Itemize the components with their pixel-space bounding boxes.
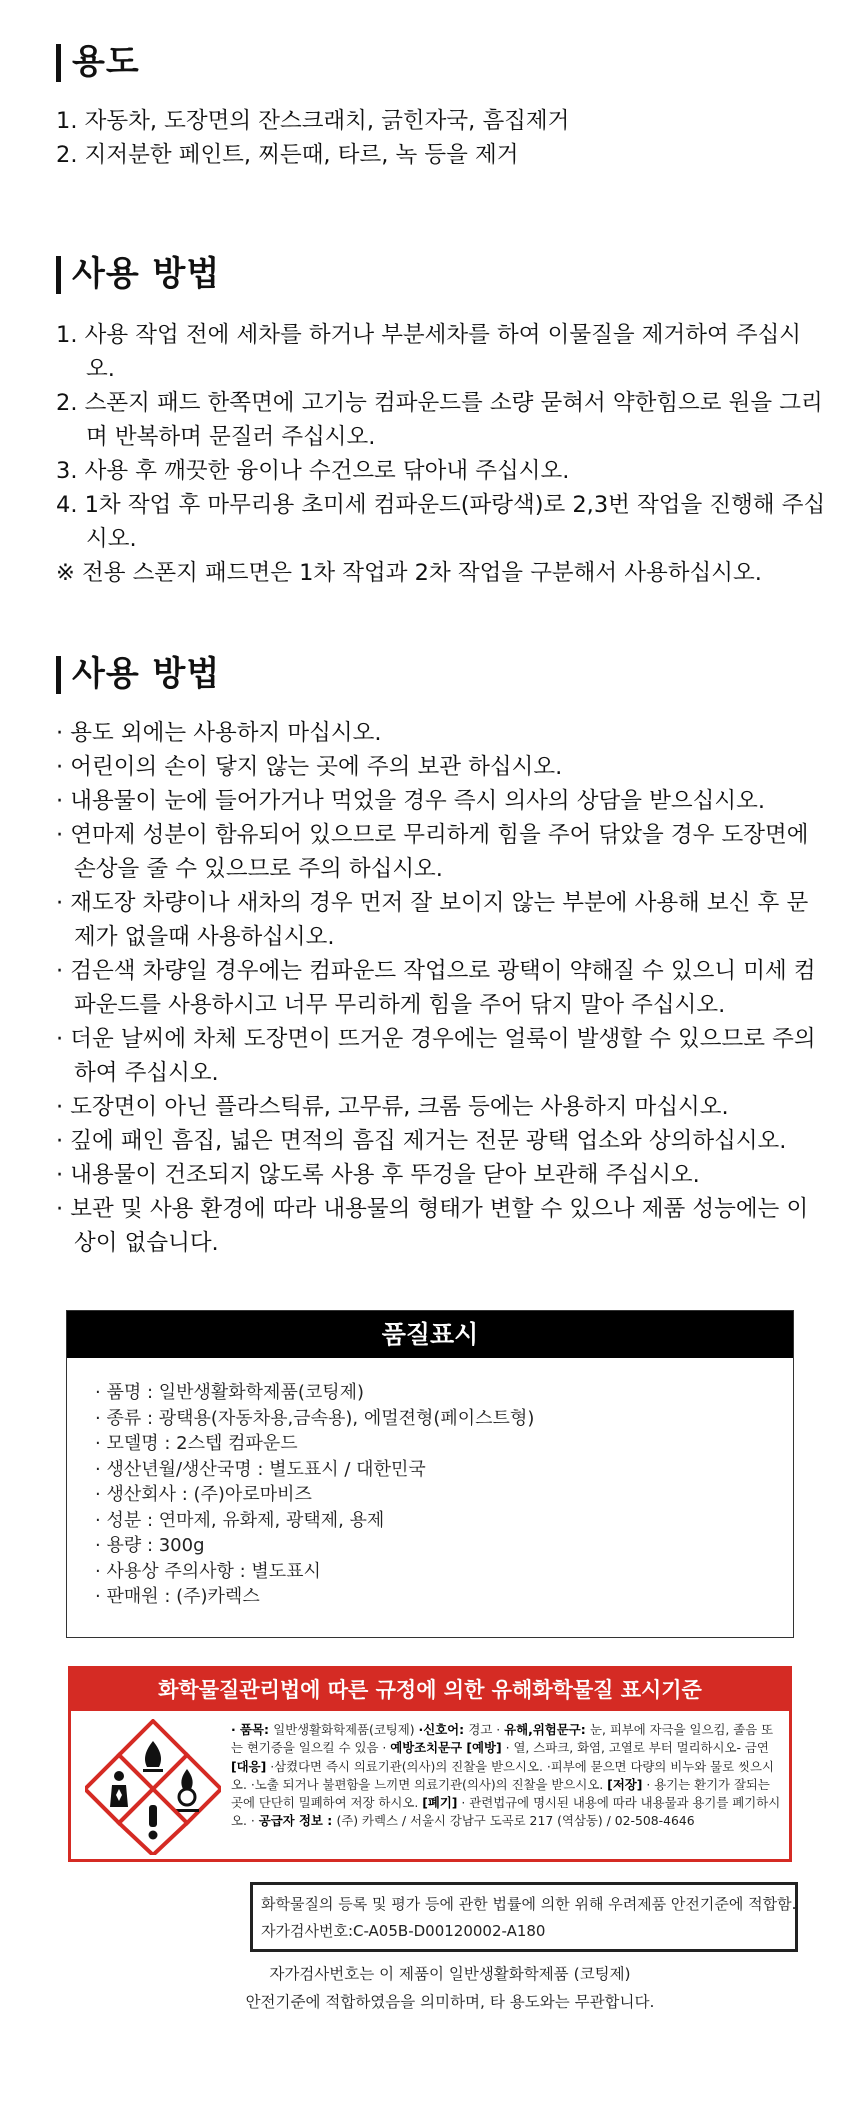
hazard-label: · 품목: xyxy=(231,1722,274,1737)
caution-heading: 사용 방법 xyxy=(56,652,826,696)
hazard-value: 일반생활화학제품(코팅제) xyxy=(273,1722,419,1737)
list-item: · 생산회사 : (주)아로마비즈 xyxy=(95,1484,312,1505)
list-item: 4. 1차 작업 후 마무리용 초미세 컴파운드(파랑색)로 2,3번 작업을 진행해 주십시오. xyxy=(56,492,826,552)
list-item: 2. 지저분한 페인트, 찌든때, 타르, 녹 등을 제거 xyxy=(56,142,519,168)
certification-box xyxy=(250,1882,798,1952)
method-section xyxy=(56,252,826,590)
list-item: · 내용물이 건조되지 않도록 사용 후 뚜겅을 닫아 보관해 주십시오. xyxy=(56,1162,700,1188)
list-item: 1. 자동차, 도장면의 잔스크래치, 긁힌자국, 흠집제거 xyxy=(56,108,570,134)
hazard-value: · 용기는 환기가 잘되는 곳에 단단히 밀폐하여 저장 하시오. xyxy=(231,1776,770,1811)
hazard-label: [폐기] xyxy=(422,1795,458,1811)
method-list xyxy=(56,318,826,556)
hazard-box xyxy=(68,1666,792,1862)
list-item: · 도장면이 아닌 플라스틱류, 고무류, 크롬 등에는 사용하지 마십시오. xyxy=(56,1094,729,1120)
quality-title: 품질표시 xyxy=(67,1311,793,1358)
list-item: · 연마제 성분이 함유되어 있으므로 무리하게 힘을 주어 닦았을 경우 도장면에 손상을 줄 수 있으므로 주의 하십시오. xyxy=(56,822,809,882)
hazard-text xyxy=(231,1721,781,1831)
hazard-value: 경고 · xyxy=(468,1722,505,1737)
list-item: · 더운 날씨에 차체 도장면이 뜨거운 경우에는 얼룩이 발생할 수 있으므로 주의하여 주십시오. xyxy=(56,1026,816,1086)
caution-section xyxy=(56,652,826,1260)
list-item: · 성분 : 연마제, 유화제, 광택제, 용제 xyxy=(95,1509,385,1531)
list-item: · 깊에 패인 흠집, 넓은 면적의 흠집 제거는 전문 광택 업소와 상의하십시오. xyxy=(56,1128,787,1154)
hazard-title: 화학물질관리법에 따른 규정에 의한 유해화학물질 표시기준 xyxy=(71,1669,789,1711)
quality-box xyxy=(66,1310,794,1638)
usage-section xyxy=(56,40,826,172)
inspection-number: 자가검사번호:C-A05B-D00120002-A180 xyxy=(261,1922,546,1940)
list-item: · 검은색 차량일 경우에는 컴파운드 작업으로 광택이 약해질 수 있으니 미세 컴파운드를 사용하시고 너무 무리하게 힘을 주어 닦지 말아 주십시오. xyxy=(56,958,816,1018)
hazard-value: ·삼켰다면 즉시 의료기관(의사)의 진찰을 받으시오. ·피부에 묻으면 다량의 비누와 물로 씻으시오. ·노출 되거나 불편함을 느끼면 의료기관(의사)의 진찰을 받으시오. xyxy=(231,1758,774,1792)
caution-list xyxy=(56,716,826,1260)
certification-line: 화학물질의 등록 및 평가 등에 관한 법률에 의한 위해 우려제품 안전기준에 적합함. xyxy=(261,1895,797,1913)
quality-list xyxy=(67,1358,793,1610)
list-item: · 종류 : 광택용(자동차용,금속용), 에멀젼형(페이스트형) xyxy=(95,1407,535,1429)
list-item: · 재도장 차량이나 새차의 경우 먼저 잘 보이지 않는 부분에 사용해 보신 후 문제가 없을때 사용하십시오. xyxy=(56,890,809,950)
list-item: · 품명 : 일반생활화학제품(코팅제) xyxy=(95,1382,365,1403)
hazard-label: 예방조치문구 [예방] xyxy=(390,1740,502,1756)
list-item: · 보관 및 사용 환경에 따라 내용물의 형태가 변할 수 있으나 제품 성능에는 이상이 없습니다. xyxy=(56,1196,809,1256)
list-item: · 판매원 : (주)카렉스 xyxy=(95,1586,260,1607)
list-item: · 용량 : 300g xyxy=(95,1535,205,1556)
list-item: · 어린이의 손이 닿지 않는 곳에 주의 보관 하십시오. xyxy=(56,754,563,780)
list-item: 1. 사용 작업 전에 세차를 하거나 부분세차를 하여 이물질을 제거하여 주십시오. xyxy=(56,322,802,382)
list-item: · 용도 외에는 사용하지 마십시오. xyxy=(56,720,382,746)
method-note: ※ 전용 스폰지 패드면은 1차 작업과 2차 작업을 구분해서 사용하십시오. xyxy=(56,560,762,586)
hazard-label: [대응] xyxy=(231,1758,267,1774)
hazard-value: · 관련법규에 명시된 내용에 따라 내용물과 용기를 폐기하시오. · xyxy=(231,1795,781,1829)
certification-note-line: 자가검사번호는 이 제품이 일반생활화학제품 (코팅제) xyxy=(269,1965,631,1983)
list-item: 2. 스폰지 패드 한쪽면에 고기능 컴파운드를 소량 묻혀서 약한힘으로 원을 그리며 반복하며 문질러 주십시오. xyxy=(56,390,823,450)
hazard-label: 유해,위험문구: xyxy=(504,1722,590,1737)
hazard-value: (주) 카렉스 / 서울시 강남구 도곡로 217 (역삼동) / 02-508-4646 xyxy=(336,1813,695,1829)
list-item: · 사용상 주의사항 : 별도표시 xyxy=(95,1560,321,1582)
list-item: 3. 사용 후 깨끗한 융이나 수건으로 닦아내 주십시오. xyxy=(56,458,570,484)
hazard-label: [저장] xyxy=(607,1776,643,1792)
list-item: · 모델명 : 2스텝 컴파운드 xyxy=(95,1433,298,1454)
usage-heading: 용도 xyxy=(56,40,826,84)
list-item: · 내용물이 눈에 들어가거나 먹었을 경우 즉시 의사의 상담을 받으십시오. xyxy=(56,788,765,814)
list-item: · 생산년월/생산국명 : 별도표시 / 대한민국 xyxy=(95,1458,426,1480)
hazard-value: 눈, 피부에 자극을 일으킴, 졸음 또는 현기증을 일으킬 수 있음 · xyxy=(231,1722,774,1756)
usage-list xyxy=(56,104,826,172)
hazard-label: ·신호어: xyxy=(418,1722,469,1737)
certification-note-line: 안전기준에 적합하였음을 의미하며, 타 용도와는 무관합니다. xyxy=(245,1993,655,2011)
method-heading: 사용 방법 xyxy=(56,252,826,296)
hazard-label: 공급자 정보 : xyxy=(258,1813,337,1829)
certification-note xyxy=(240,1960,660,2016)
ghs-pictograms xyxy=(85,1719,221,1855)
hazard-value: · 열, 스파크, 화염, 고열로 부터 멀리하시오- 금연 xyxy=(501,1740,769,1756)
